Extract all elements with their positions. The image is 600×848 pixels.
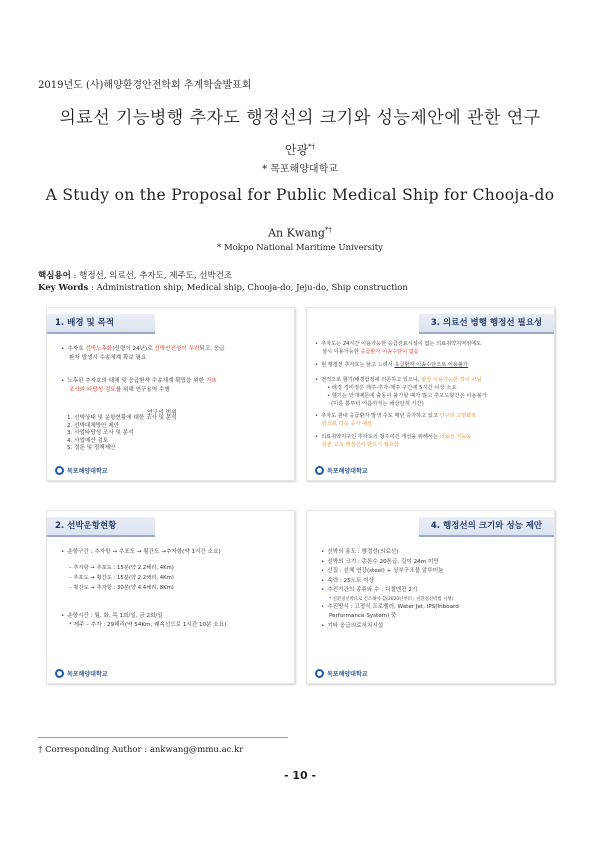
- route-item: – 추자항 → 추포도 : 15분(약 2.2해리, 4Km): [69, 565, 174, 571]
- spec-item: • 선박의 크기 : 총톤수 20톤급, 길이 24m 미만: [321, 558, 439, 565]
- spec-item: • 추진기관의 종류와 수 : 디젤엔진 2기: [321, 587, 418, 593]
- footnote-divider: [38, 737, 288, 738]
- slide-ship-proposal: [306, 510, 555, 684]
- page-number: - 10 -: [283, 769, 317, 782]
- university-logo: 목포해양대학교: [315, 669, 368, 678]
- route-list: [69, 563, 289, 593]
- affiliation-korean: * 목포해양대학교: [262, 164, 338, 175]
- keywords-english: [38, 283, 408, 293]
- bullet-3: • 전적으로 헬기/해경함정에 의존하고 있으나, 항상 이용가능한 것이 아님 • 해경 경비정은 제주-추자-제주 구간에 5시간 이상 소요 • 헬기는 안개때문에 출동이 불가할 때가 많고 추포도왕간은 이용불가 (미륜 봄부터 여름까지는 해상안개 기간): [315, 377, 487, 408]
- university-logo: 목포해양대학교: [55, 466, 108, 475]
- spec-item: • 선박의 용도 : 행정선(의료선): [321, 549, 399, 555]
- scope-item: 3. 사업타당성 조사 및 분석: [67, 430, 134, 437]
- logo-icon: [315, 466, 324, 475]
- author-english: [0, 226, 600, 240]
- slide-title: 4. 행정선의 크기와 성능 제안: [419, 517, 554, 537]
- author-name-ko: 안광: [284, 143, 309, 157]
- spec-item: • 추진방식 : 고정식 프로펠러, Water Jet, IPS(Inboard: [321, 603, 459, 610]
- scope-item: 5. 결론 및 정책제안: [67, 445, 116, 452]
- bullet-1: • 운항구간 : 추자항 → 추포도 → 횡간도 →추자항(약 1시간 소요): [61, 549, 221, 555]
- scope-item: 4. 사업예산 검토: [67, 437, 109, 444]
- title-english: A Study on the Proposal for Public Medical Ship for Chooja-do: [45, 186, 555, 204]
- conference-header: 2019년도 (사)해양환경안전학회 추계학술발표회: [38, 80, 252, 91]
- keywords-korean: [38, 269, 232, 281]
- keywords-en-text: : Administration ship, Medical ship, Chooja-do, Jeju-do, Ship construction: [88, 283, 408, 293]
- slide-ship-operation: [46, 510, 295, 684]
- author-mark: *†: [308, 143, 316, 151]
- scope-item: 2. 선박대체방안 제안: [67, 422, 120, 429]
- spec-item: • 선질 : 선체 연강(steel) + 상부구조물 알루미늄: [321, 568, 444, 574]
- author-korean: [0, 141, 600, 158]
- bullet-4: • 추자도 관내 응급환자 발생 수도 매년 증가하고 있고 인구의 고령화로 앞으로 더욱 증가 예상: [315, 413, 477, 428]
- slide-title: 2. 선박운항현황: [47, 517, 155, 537]
- bullet-5: • 의료취약지구인 추자도의 정주여건 개선을 위해서는 의료선 기능을 갖춘 고속 행정선이 반드시 필요함: [315, 434, 472, 449]
- footnote: [38, 745, 243, 755]
- keywords-en-label: Key Words: [38, 283, 89, 293]
- scope-title: 연구의 범위: [147, 410, 177, 416]
- slide-title: 3. 의료선 병행 행정선 필요성: [419, 314, 554, 334]
- scope-list: [67, 415, 287, 453]
- title-korean: 의료선 기능병행 추자도 행정선의 크기와 성능제안에 관한 연구: [59, 108, 541, 128]
- bullet-2: • 운항시간 : 월, 화, 목 1회/일, 금 2회/일 * 제주 – 추자 : 29해리(약 54Km, 쾌속선으로 1시간 10분 소요): [61, 613, 227, 628]
- keywords-ko-label: 핵심용어: [38, 271, 71, 281]
- slide-background-purpose: [46, 307, 295, 481]
- slide-necessity: [306, 307, 555, 481]
- logo-icon: [55, 466, 64, 475]
- university-logo: 목포해양대학교: [55, 669, 108, 678]
- bullet-2: • 노후된 추자호의 대체 및 응급환자 수송체계 확립을 위한 기초 조사와 타당성 검토를 위해 연구용역 수행: [61, 378, 217, 393]
- bullet-1: • 추자도는 24시간 이용가능한 응급진료시설이 없는 의료취약지역임에도 상시 이용가능한 응급환자 이송수단이 없음: [315, 341, 482, 356]
- spec-item: • 속력 : 25노트 이상: [321, 577, 375, 584]
- spec-item: • 기타 응급의료처치시설: [321, 622, 384, 629]
- spec-note: * 친환경선박으로 건조해야 함(2020년부터 : 친환경선박법 시행): [329, 596, 454, 602]
- scope-item: 1. 선박상태 및 운항현황에 대한 조사 및 분석: [67, 415, 177, 421]
- author-name-en: An Kwang: [268, 226, 325, 240]
- route-item: – 횡간도 → 추자항 : 30분(약 4.4해리, 8Km): [69, 585, 174, 592]
- university-logo: 목포해양대학교: [315, 466, 368, 475]
- route-item: – 추포도 → 횡간도 : 15분(약 2.2해리, 4Km): [69, 575, 174, 582]
- affiliation-english: * Mokpo National Maritime University: [217, 243, 383, 253]
- spec-item-cont: Performance System) 중: [329, 613, 397, 620]
- keywords-ko-text: : 행정선, 의료선, 추자도, 제주도, 선박건조: [70, 271, 233, 281]
- bullet-2: • 현 행정선 추자호는 낡고 느려서 응급환자 이송수단으로 이용불가: [315, 362, 468, 368]
- bullet-1: • 추자호 선박노후화(선령이 24년)로 선박안전성이 우려되고, 응급 환자 발생시 수송체계 확보 필요: [61, 346, 225, 361]
- spec-list: [321, 548, 551, 631]
- footnote-mark: †: [38, 745, 43, 755]
- slide-title: 1. 배경 및 목적: [47, 314, 155, 334]
- footnote-text: Corresponding Author : ankwang@mmu.ac.kr: [42, 745, 244, 755]
- logo-icon: [55, 669, 64, 678]
- author-mark-en: *†: [324, 226, 332, 234]
- logo-icon: [315, 669, 324, 678]
